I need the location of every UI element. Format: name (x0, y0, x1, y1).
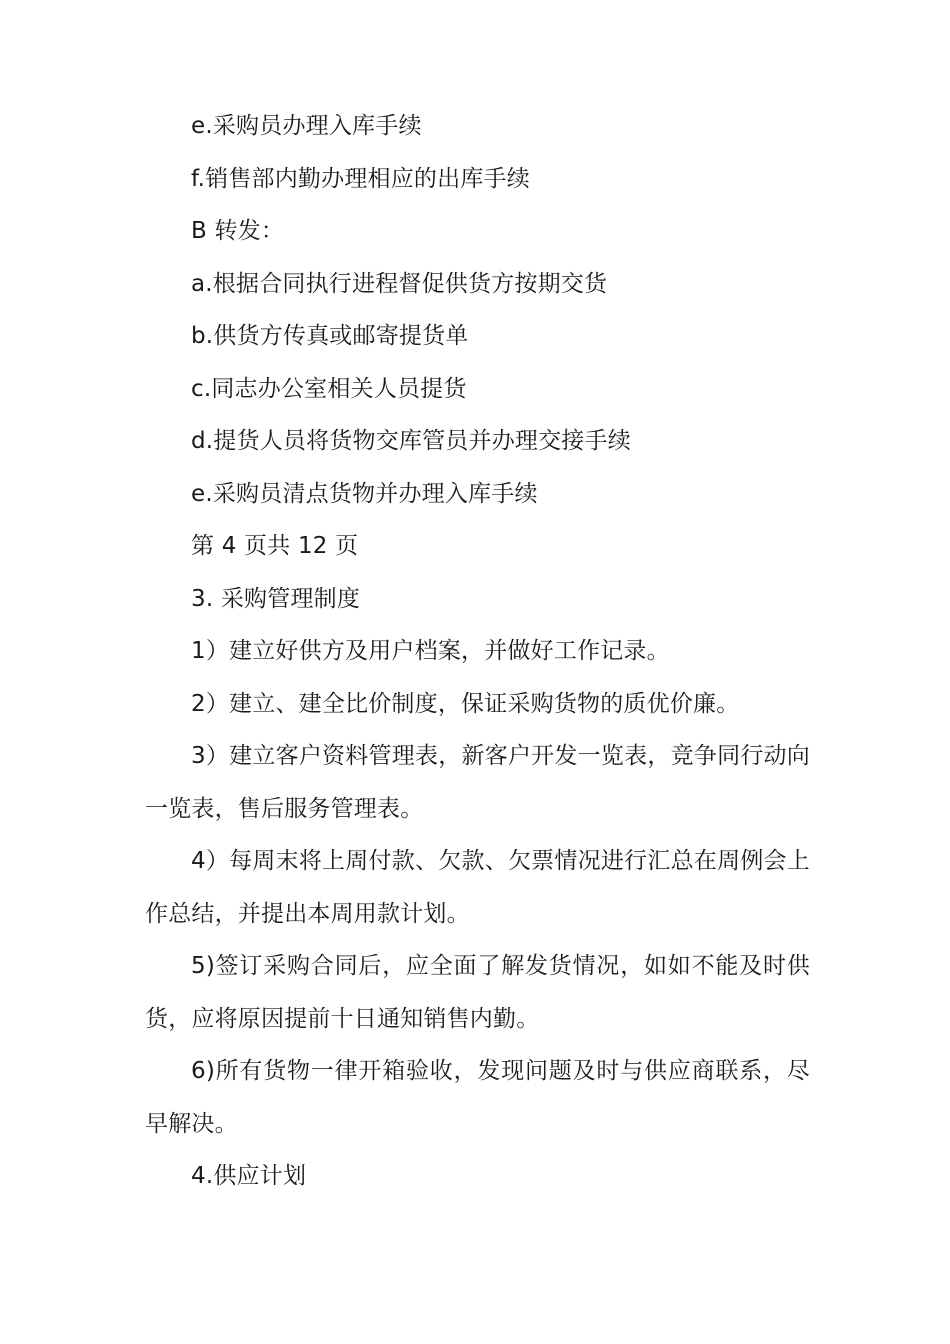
paragraph: 4）每周末将上周付款、欠款、欠票情况进行汇总在周例会上作总结，并提出本周用款计划。 (145, 848, 810, 927)
paragraph: 6)所有货物一律开箱验收，发现问题及时与供应商联系，尽早解决。 (145, 1058, 810, 1137)
paragraph: e.采购员办理入库手续 (191, 113, 422, 139)
document-body (145, 100, 810, 1203)
paragraph: e.采购员清点货物并办理入库手续 (191, 480, 538, 507)
paragraph: 5)签订采购合同后，应全面了解发货情况，如如不能及时供货，应将原因提前十日通知销售内勤。 (145, 953, 810, 1032)
paragraph: a.根据合同执行进程督促供货方按期交货 (191, 270, 608, 297)
section-heading: B 转发： (191, 218, 285, 244)
paragraph: b.供货方传真或邮寄提货单 (191, 323, 469, 349)
paragraph: 1）建立好供方及用户档案，并做好工作记录。 (191, 638, 670, 664)
paragraph: c.同志办公室相关人员提货 (191, 375, 467, 402)
paragraph: 3）建立客户资料管理表，新客户开发一览表，竞争同行动向一览表，售后服务管理表。 (145, 743, 810, 822)
page-number: 第 4 页共 12 页 (191, 533, 359, 559)
paragraph: d.提货人员将货物交库管员并办理交接手续 (191, 428, 631, 454)
paragraph: f.销售部内勤办理相应的出库手续 (191, 165, 530, 192)
paragraph: 2）建立、建全比价制度，保证采购货物的质优价廉。 (191, 690, 740, 717)
section-heading: 3. 采购管理制度 (191, 585, 361, 612)
section-heading: 4.供应计划 (191, 1163, 307, 1189)
